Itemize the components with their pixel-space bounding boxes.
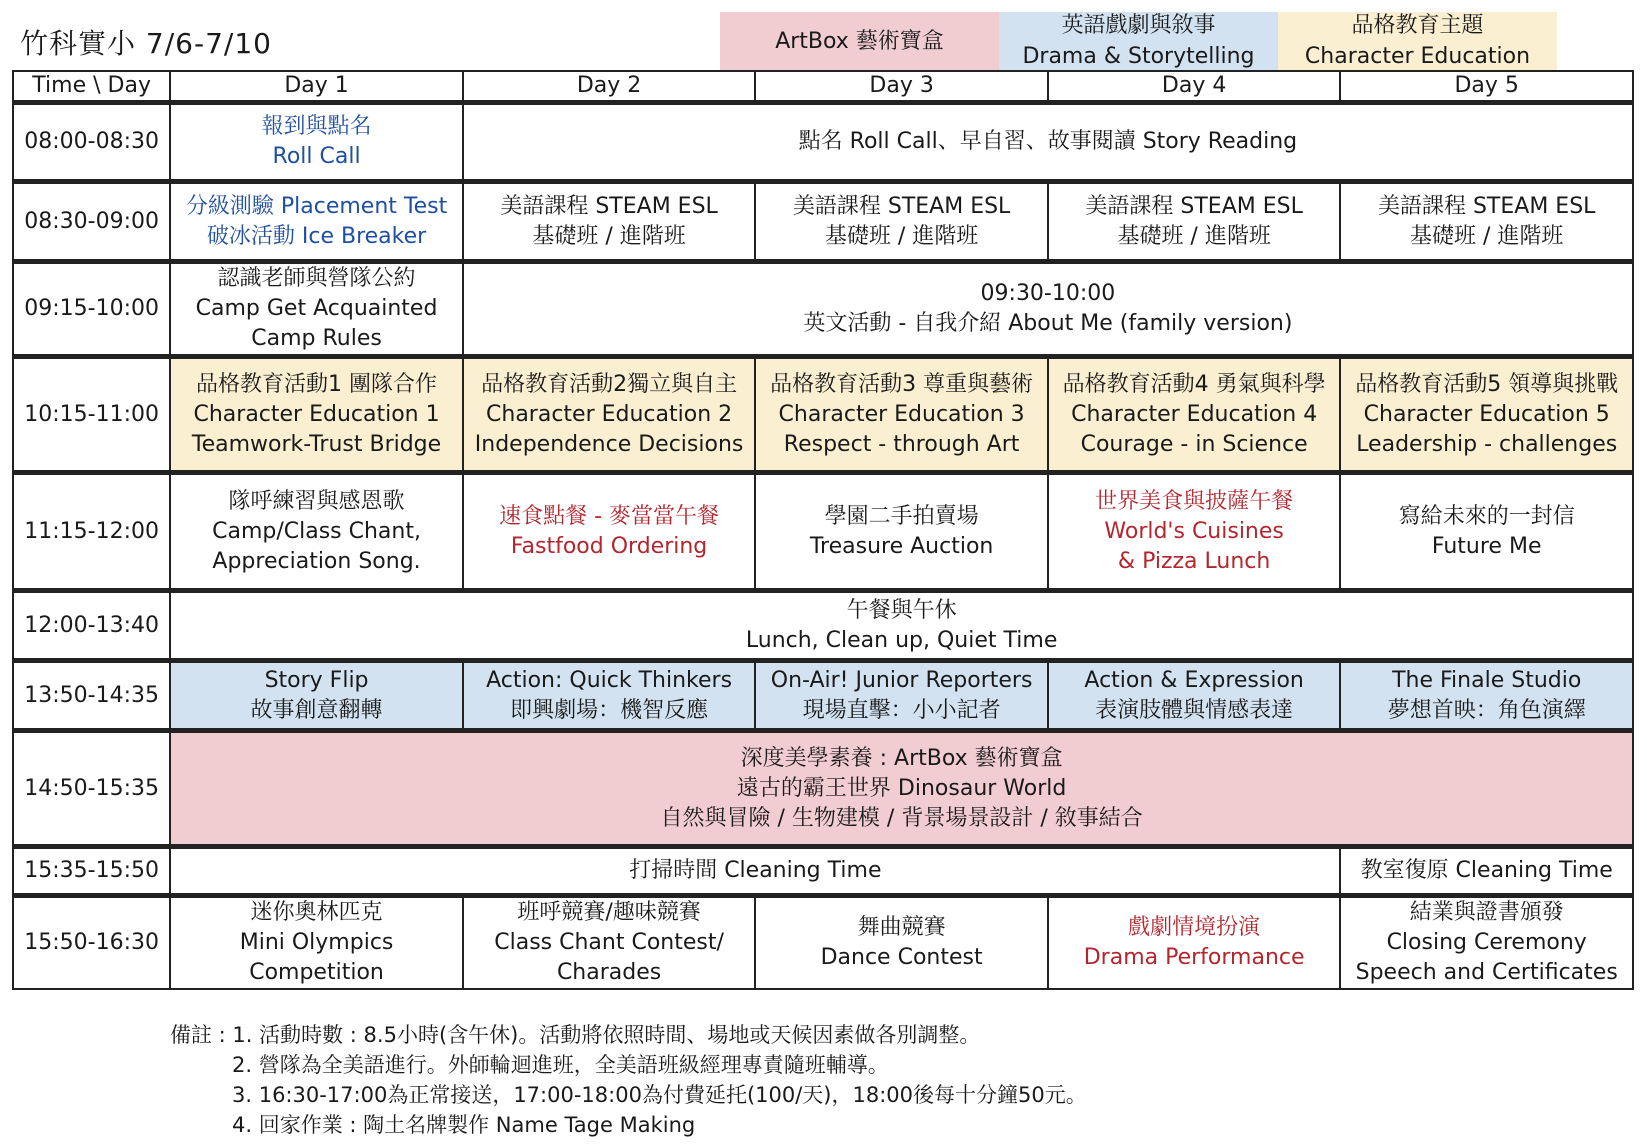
cell-line: World's Cuisines xyxy=(1104,518,1284,544)
activity-cell xyxy=(463,182,756,262)
table-row xyxy=(13,847,1633,896)
legend-character-en: Character Education xyxy=(1304,44,1531,69)
cell-line: 午餐與午休 xyxy=(846,597,957,623)
cell-line: Character Education 3 xyxy=(778,401,1025,427)
cell-line: Character Education 5 xyxy=(1363,401,1610,427)
note-line: 4. 回家作業 : 陶土名牌製作 Name Tage Making xyxy=(232,1113,696,1137)
cell-line: Future Me xyxy=(1431,533,1542,559)
time-cell: 15:35-15:50 xyxy=(13,847,170,896)
time-cell: 15:50-16:30 xyxy=(13,896,170,990)
activity-cell xyxy=(1340,661,1633,731)
cell-line: 基礎班 / 進階班 xyxy=(1410,223,1564,249)
cell-line: 現場直擊：小小記者 xyxy=(802,697,1001,723)
day-header-3: Day 3 xyxy=(755,71,1048,103)
cell-line: 美語課程 STEAM ESL xyxy=(1085,193,1303,219)
activity-cell xyxy=(1048,182,1341,262)
cell-line: 世界美食與披薩午餐 xyxy=(1095,488,1294,514)
time-cell: 12:00-13:40 xyxy=(13,591,170,661)
page-title: 竹科實小 7/6-7/10 xyxy=(20,27,272,60)
activity-cell: 教室復原 Cleaning Time xyxy=(1340,847,1633,896)
cell-line: 表演肢體與情感表達 xyxy=(1095,697,1294,723)
cell-line: Appreciation Song. xyxy=(212,548,421,574)
activity-cell xyxy=(463,661,756,731)
table-row xyxy=(13,262,1633,357)
time-cell: 10:15-11:00 xyxy=(13,357,170,473)
cell-line: On-Air! Junior Reporters xyxy=(770,667,1033,693)
activity-cell xyxy=(755,896,1048,990)
cell-line: 09:30-10:00 xyxy=(980,281,1116,306)
cell-line: Character Education 1 xyxy=(193,401,440,427)
cell-line: Character Education 2 xyxy=(486,401,733,427)
notes xyxy=(170,1020,1087,1140)
activity-cell xyxy=(463,357,756,473)
note-line: 2. 營隊為全美語進行。外師輪迴進班，全美語班級經理專責隨班輔導。 xyxy=(232,1053,889,1077)
cell-line: 分級測驗 Placement Test xyxy=(185,193,448,219)
cell-line: & Pizza Lunch xyxy=(1117,548,1271,574)
cell-line: 遠古的霸王世界 Dinosaur World xyxy=(736,775,1067,801)
activity-cell xyxy=(1340,182,1633,262)
activity-cell: 打掃時間 Cleaning Time xyxy=(170,847,1340,896)
activity-cell xyxy=(1340,357,1633,473)
activity-cell xyxy=(463,896,756,990)
cell-line: 班呼競賽/趣味競賽 xyxy=(517,900,701,925)
cell-line: Speech and Certificates xyxy=(1355,960,1618,985)
cell-line: Courage - in Science xyxy=(1080,431,1308,457)
activity-cell xyxy=(463,262,1633,357)
activity-cell xyxy=(170,262,463,357)
cell-line: 破冰活動 Ice Breaker xyxy=(206,223,427,249)
cell-line: Teamwork-Trust Bridge xyxy=(191,431,442,457)
cell-line: 結業與證書頒發 xyxy=(1409,900,1564,925)
note-line: 3. 16:30-17:00為正常接送，17:00-18:00為付費延托(100/天)，18:00後每十分鐘50元。 xyxy=(232,1083,1087,1107)
cell-line: Character Education 4 xyxy=(1071,401,1318,427)
time-cell: 11:15-12:00 xyxy=(13,473,170,591)
time-cell: 09:15-10:00 xyxy=(13,262,170,357)
schedule-table xyxy=(12,70,1634,990)
cell-line: Class Chant Contest/ xyxy=(494,930,724,955)
cell-line: 舞曲競賽 xyxy=(857,915,946,940)
cell-line: Fastfood Ordering xyxy=(510,533,708,559)
cell-line: 自然與冒險 / 生物建模 / 背景場景設計 / 敘事結合 xyxy=(660,805,1143,831)
cell-line: Roll Call xyxy=(272,144,361,169)
time-cell: 13:50-14:35 xyxy=(13,661,170,731)
activity-cell xyxy=(1048,357,1341,473)
cell-line: 寫給未來的一封信 xyxy=(1398,503,1575,529)
day-header-2: Day 2 xyxy=(463,71,756,103)
cell-line: Action: Quick Thinkers xyxy=(486,667,733,693)
table-row xyxy=(13,357,1633,473)
legend-drama xyxy=(999,12,1278,70)
cell-line: 基礎班 / 進階班 xyxy=(824,223,979,249)
activity-cell xyxy=(1048,661,1341,731)
cell-line: Camp Rules xyxy=(251,326,382,351)
cell-line: 隊呼練習與感恩歌 xyxy=(228,488,405,514)
table-row xyxy=(13,103,1633,182)
cell-line: Dance Contest xyxy=(820,945,983,970)
cell-line: 基礎班 / 進階班 xyxy=(532,223,686,249)
cell-line: 品格教育活動5 領導與挑戰 xyxy=(1355,371,1619,397)
activity-cell xyxy=(170,731,1633,847)
cell-line: 夢想首映：角色演繹 xyxy=(1387,697,1586,723)
cell-line: 品格教育活動2獨立與自主 xyxy=(481,371,738,397)
day-header-5: Day 5 xyxy=(1340,71,1633,103)
table-row xyxy=(13,182,1633,262)
activity-cell xyxy=(755,357,1048,473)
activity-cell xyxy=(1048,896,1341,990)
cell-line: 基礎班 / 進階班 xyxy=(1117,223,1271,249)
time-cell: 08:00-08:30 xyxy=(13,103,170,182)
table-row xyxy=(13,661,1633,731)
activity-cell xyxy=(755,473,1048,591)
cell-line: Camp Get Acquainted xyxy=(195,296,438,321)
cell-line: 故事創意翻轉 xyxy=(250,697,383,723)
legend-drama-zh: 英語戲劇與敘事 xyxy=(1061,13,1216,38)
time-cell: 08:30-09:00 xyxy=(13,182,170,262)
cell-line: Independence Decisions xyxy=(474,431,744,457)
day-header-4: Day 4 xyxy=(1048,71,1341,103)
time-cell: 14:50-15:35 xyxy=(13,731,170,847)
cell-line: Drama Performance xyxy=(1083,945,1305,970)
activity-cell xyxy=(170,357,463,473)
cell-line: Mini Olympics xyxy=(239,930,394,955)
cell-line: 報到與點名 xyxy=(261,114,372,139)
legend-character xyxy=(1278,12,1557,70)
legend-artbox-label: ArtBox 藝術寶盒 xyxy=(775,28,944,54)
cell-line: 戲劇情境扮演 xyxy=(1128,915,1261,940)
cell-line: 認識老師與營隊公約 xyxy=(217,266,416,291)
activity-cell xyxy=(463,473,756,591)
activity-cell xyxy=(170,103,463,182)
note-line: 備註 : 1. 活動時數 : 8.5小時(含午休)。活動將依照時間、場地或天候因素做各別調整。 xyxy=(170,1023,981,1047)
activity-cell xyxy=(170,473,463,591)
table-row xyxy=(13,591,1633,661)
cell-line: Lunch, Clean up, Quiet Time xyxy=(745,627,1058,653)
cell-line: Leadership - challenges xyxy=(1356,431,1618,457)
day-header-1: Day 1 xyxy=(170,71,463,103)
table-row xyxy=(13,731,1633,847)
cell-line: Closing Ceremony xyxy=(1386,930,1587,955)
cell-line: 品格教育活動3 尊重與藝術 xyxy=(770,371,1034,397)
cell-line: 即興劇場：機智反應 xyxy=(510,697,709,723)
activity-cell xyxy=(170,661,463,731)
activity-cell xyxy=(755,661,1048,731)
cell-line: 美語課程 STEAM ESL xyxy=(1377,193,1596,219)
activity-cell xyxy=(1340,473,1633,591)
cell-line: Respect - through Art xyxy=(783,431,1020,457)
legend-drama-en: Drama & Storytelling xyxy=(1022,44,1255,69)
table-row xyxy=(13,896,1633,990)
cell-line: 英文活動 - 自我介紹 About Me (family version) xyxy=(803,311,1293,336)
activity-cell xyxy=(755,182,1048,262)
cell-line: 迷你奧林匹克 xyxy=(250,900,383,925)
header-row xyxy=(13,71,1633,103)
cell-line: Action & Expression xyxy=(1084,667,1304,693)
cell-line: 美語課程 STEAM ESL xyxy=(500,193,718,219)
activity-cell xyxy=(1340,896,1633,990)
cell-line: 品格教育活動1 團隊合作 xyxy=(196,371,438,397)
cell-line: 速食點餐 - 麥當當午餐 xyxy=(499,503,720,529)
activity-cell: 點名 Roll Call、早自習、故事閱讀 Story Reading xyxy=(463,103,1633,182)
activity-cell xyxy=(170,896,463,990)
legend-artbox xyxy=(720,12,999,70)
table-row xyxy=(13,473,1633,591)
cell-line: Story Flip xyxy=(264,667,369,693)
cell-line: Treasure Auction xyxy=(809,533,994,559)
activity-cell xyxy=(170,591,1633,661)
activity-cell xyxy=(1048,473,1341,591)
cell-line: 品格教育活動4 勇氣與科學 xyxy=(1062,371,1326,397)
activity-cell xyxy=(170,182,463,262)
cell-line: Competition xyxy=(249,960,384,985)
cell-line: The Finale Studio xyxy=(1392,667,1582,693)
legend-character-zh: 品格教育主題 xyxy=(1351,13,1484,38)
cell-line: 學園二手拍賣場 xyxy=(824,503,979,529)
cell-line: Charades xyxy=(556,960,662,985)
cell-line: 深度美學素養 : ArtBox 藝術寶盒 xyxy=(740,745,1063,771)
cell-line: Camp/Class Chant, xyxy=(212,518,421,544)
corner-header: Time \ Day xyxy=(13,71,170,103)
cell-line: 美語課程 STEAM ESL xyxy=(792,193,1011,219)
